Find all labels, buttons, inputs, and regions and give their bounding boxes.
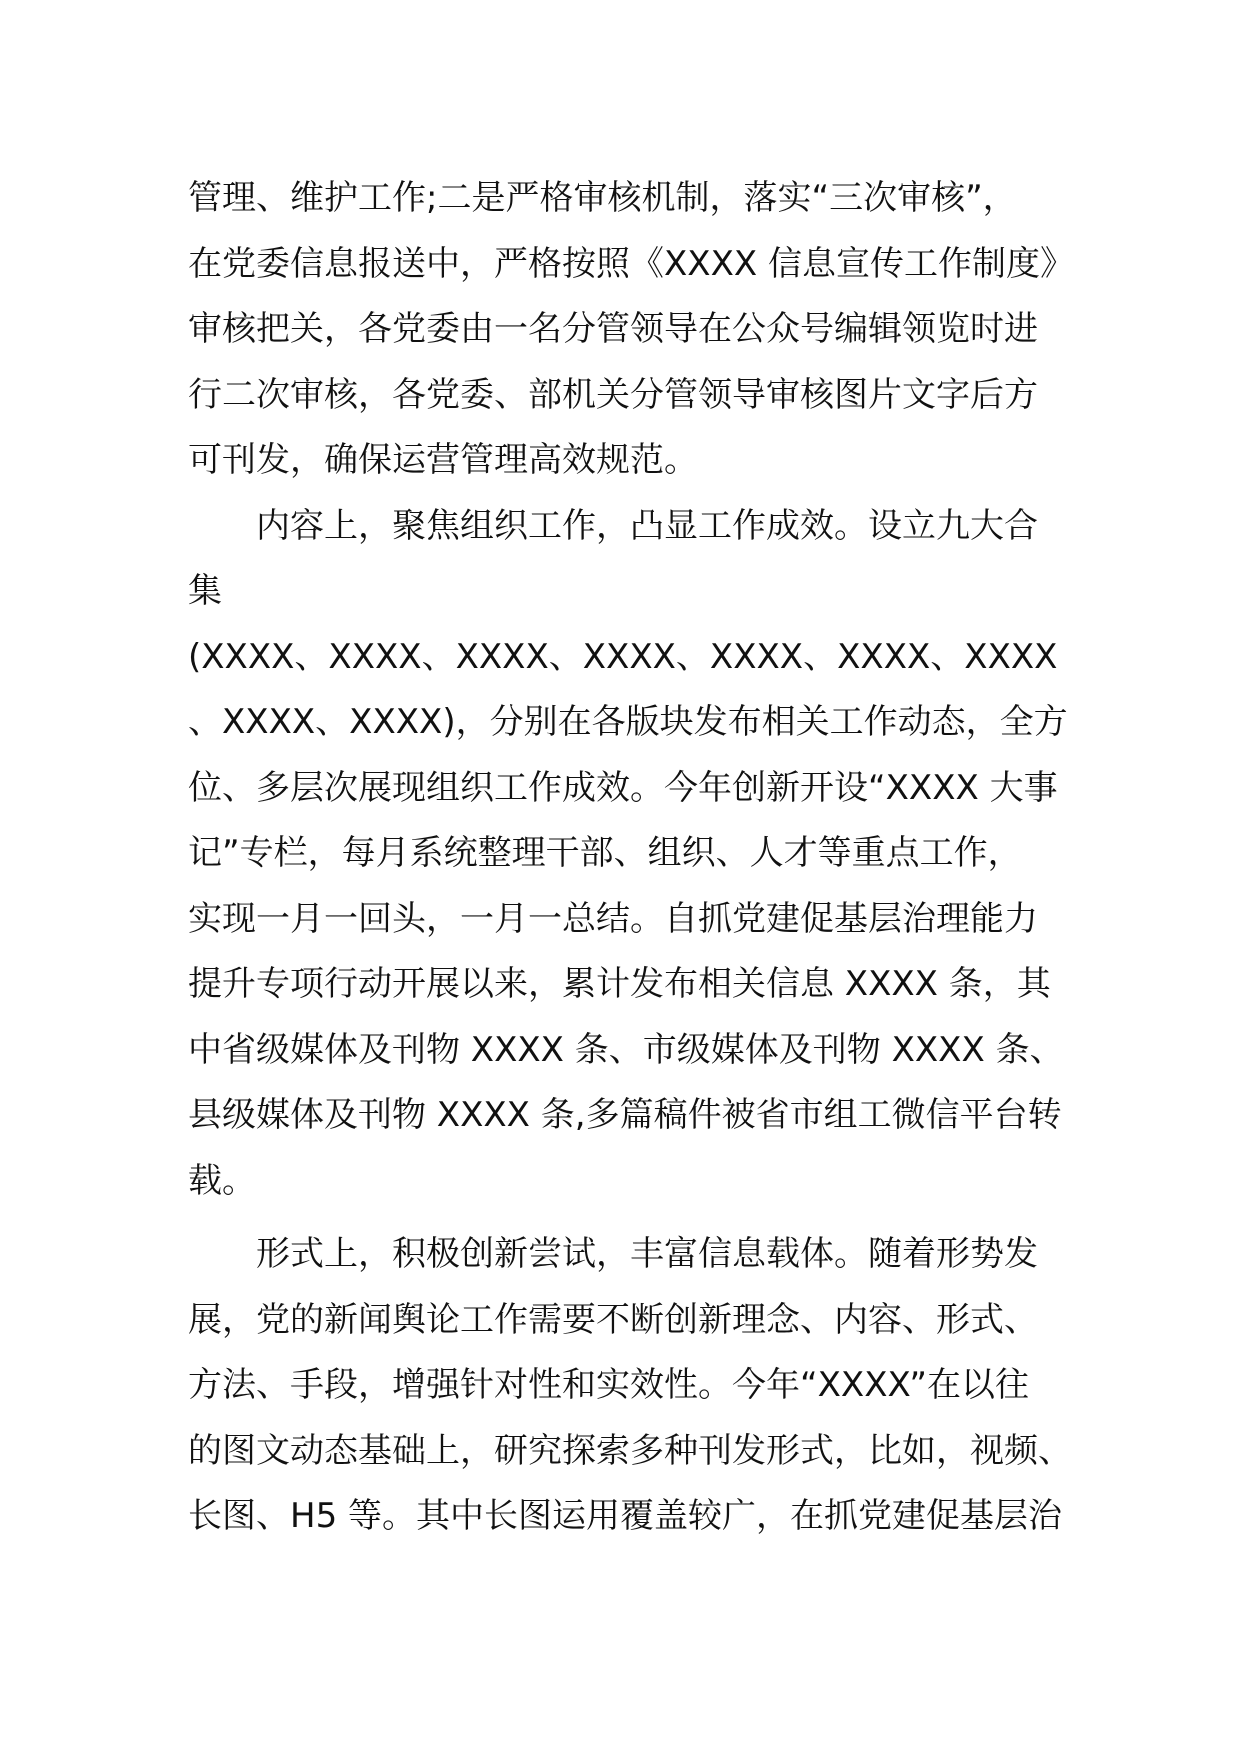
text-line: 位、多层次展现组织工作成效。今年创新开设“XXXX 大事 [188, 767, 1058, 808]
paragraph-spacer [188, 1214, 1068, 1222]
text-line: 审核把关，各党委由一名分管领导在公众号编辑领览时进 [188, 309, 1038, 349]
text-line: 实现一月一回头，一月一总结。自抓党建促基层治理能力 [188, 898, 1038, 939]
text-line: 方法、手段，增强针对性和实效性。今年“XXXX”在以往 [188, 1365, 1030, 1405]
text-line: 行二次审核，各党委、部机关分管领导审核图片文字后方 [188, 374, 1038, 415]
text-line: 在党委信息报送中，严格按照《XXXX 信息宣传工作制度》 [188, 243, 1074, 284]
text-line: 县级媒体及刊物 XXXX 条,多篇稿件被省市组工微信平台转 [188, 1095, 1062, 1135]
text-line: 记”专栏，每月系统整理干部、组织、人才等重点工作， [188, 833, 1022, 873]
text-line: 载。 [188, 1160, 256, 1201]
text-line: 管理、维护工作;二是严格审核机制，落实“三次审核”， [188, 178, 1017, 218]
text-line: 中省级媒体及刊物 XXXX 条、市级媒体及刊物 XXXX 条、 [188, 1029, 1064, 1070]
text-line: 可刊发，确保运营管理高效规范。 [188, 440, 698, 480]
paragraph-review-mechanism [188, 166, 1074, 494]
text-line: 提升专项行动开展以来，累计发布相关信息 XXXX 条，其 [188, 964, 1051, 1004]
body-text [188, 166, 1074, 1550]
text-line: 的图文动态基础上，研究探索多种刊发形式，比如，视频、 [188, 1430, 1072, 1471]
text-line: 内容上，聚焦组织工作，凸显工作成效。设立九大合 [256, 505, 1038, 546]
text-line: 集 [188, 571, 222, 611]
text-line: 形式上，积极创新尝试，丰富信息载体。随着形势发 [256, 1234, 1038, 1274]
text-line: 、XXXX、XXXX)，分别在各版块发布相关工作动态，全方 [188, 702, 1068, 742]
text-line: 展，党的新闻舆论工作需要不断创新理念、内容、形式、 [188, 1299, 1038, 1340]
text-line: (XXXX、XXXX、XXXX、XXXX、XXXX、XXXX、XXXX [188, 636, 1058, 677]
paragraph-content [188, 494, 1068, 1215]
paragraph-format [188, 1222, 1072, 1550]
text-line: 长图、H5 等。其中长图运用覆盖较广，在抓党建促基层治 [188, 1496, 1063, 1536]
